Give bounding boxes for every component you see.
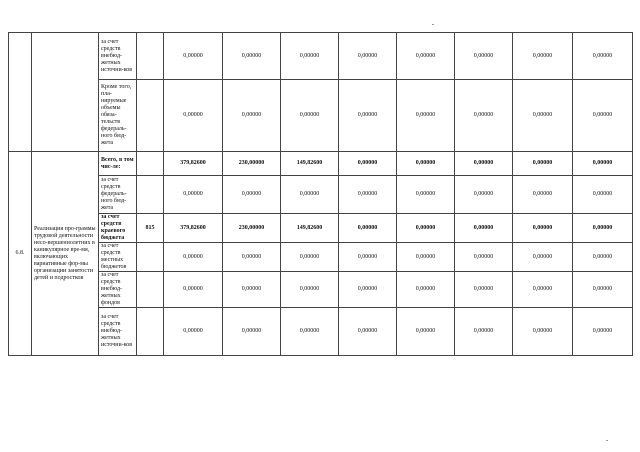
amount-cell: 0,00000: [397, 243, 455, 272]
amount-cell: 0,00000: [455, 272, 513, 308]
amount-cell: 0,00000: [397, 272, 455, 308]
funding-source-cell: за счет средств внебюд-жетных источни-ков: [99, 33, 137, 80]
budget-code-cell: [137, 308, 164, 356]
budget-code-cell: [137, 272, 164, 308]
table-row: [9, 243, 633, 272]
amount-cell: 0,00000: [513, 176, 573, 214]
amount-cell: 0,00000: [281, 33, 339, 80]
scan-speck: [432, 24, 434, 25]
amount-cell: 0,00000: [397, 33, 455, 80]
amount-cell: 0,00000: [573, 308, 633, 356]
budget-code-cell: [137, 80, 164, 152]
amount-cell: 0,00000: [339, 80, 397, 152]
amount-cell: 0,00000: [164, 33, 223, 80]
item-name-cell: [32, 33, 99, 152]
amount-cell: 0,00000: [223, 243, 281, 272]
amount-cell: 0,00000: [513, 33, 573, 80]
budget-code-cell: [137, 176, 164, 214]
amount-cell: 0,00000: [164, 272, 223, 308]
amount-cell: 0,00000: [397, 152, 455, 176]
table-row: [9, 308, 633, 356]
amount-cell: 0,00000: [455, 308, 513, 356]
amount-cell: 379,82600: [164, 214, 223, 243]
amount-cell: 0,00000: [573, 33, 633, 80]
amount-cell: 149,82600: [281, 214, 339, 243]
amount-cell: 0,00000: [513, 272, 573, 308]
amount-cell: 0,00000: [455, 176, 513, 214]
amount-cell: 0,00000: [455, 214, 513, 243]
amount-cell: 0,00000: [164, 80, 223, 152]
amount-cell: 0,00000: [513, 152, 573, 176]
amount-cell: 0,00000: [339, 176, 397, 214]
amount-cell: 0,00000: [223, 272, 281, 308]
amount-cell: 230,00000: [223, 152, 281, 176]
amount-cell: 0,00000: [573, 152, 633, 176]
amount-cell: 0,00000: [339, 33, 397, 80]
funding-source-cell: за счет средств внебюд-жетных источни-ков: [99, 308, 137, 356]
amount-cell: 0,00000: [573, 80, 633, 152]
amount-cell: 0,00000: [455, 152, 513, 176]
funding-source-cell: за счет средств внебюд-жетных фондов: [99, 272, 137, 308]
amount-cell: 0,00000: [455, 243, 513, 272]
amount-cell: 230,00000: [223, 214, 281, 243]
scan-speck: [606, 440, 608, 441]
item-name-cell: Реализация про-граммы трудовой деятельности несо-вершеннолетних в каникулярное вре-мя, включающих вариативные фор-мы организации занятости детей и подростков: [32, 152, 99, 356]
amount-cell: 0,00000: [281, 80, 339, 152]
amount-cell: 0,00000: [573, 272, 633, 308]
budget-code-cell: [137, 243, 164, 272]
amount-cell: 0,00000: [223, 80, 281, 152]
amount-cell: 0,00000: [281, 272, 339, 308]
amount-cell: 0,00000: [281, 176, 339, 214]
amount-cell: 0,00000: [513, 308, 573, 356]
amount-cell: 0,00000: [164, 243, 223, 272]
amount-cell: 0,00000: [339, 152, 397, 176]
amount-cell: 0,00000: [397, 308, 455, 356]
amount-cell: 0,00000: [455, 33, 513, 80]
budget-code-cell: [137, 152, 164, 176]
budget-code-cell: 815: [137, 214, 164, 243]
budget-code-cell: [137, 33, 164, 80]
amount-cell: 0,00000: [223, 33, 281, 80]
amount-cell: 0,00000: [339, 272, 397, 308]
table-row: [9, 80, 633, 152]
amount-cell: 0,00000: [573, 214, 633, 243]
amount-cell: 149,82600: [281, 152, 339, 176]
amount-cell: 0,00000: [455, 80, 513, 152]
amount-cell: 0,00000: [339, 214, 397, 243]
amount-cell: 0,00000: [573, 176, 633, 214]
amount-cell: 0,00000: [223, 308, 281, 356]
funding-source-cell: за счет средств местных бюджетов: [99, 243, 137, 272]
amount-cell: 0,00000: [513, 214, 573, 243]
amount-cell: 379,82600: [164, 152, 223, 176]
amount-cell: 0,00000: [513, 80, 573, 152]
item-number-cell: 6.8.: [9, 152, 32, 356]
funding-source-cell: Кроме того, пла-нируемые объемы обяза-тельств федераль-ного бюд-жета: [99, 80, 137, 152]
amount-cell: 0,00000: [397, 176, 455, 214]
table-row: [9, 33, 633, 80]
amount-cell: 0,00000: [281, 308, 339, 356]
funding-source-cell: за счет средств краевого бюджета: [99, 214, 137, 243]
amount-cell: 0,00000: [339, 243, 397, 272]
table-body: [9, 33, 633, 356]
funding-source-cell: Всего, в том чис-ле:: [99, 152, 137, 176]
amount-cell: 0,00000: [281, 243, 339, 272]
amount-cell: 0,00000: [223, 176, 281, 214]
amount-cell: 0,00000: [339, 308, 397, 356]
funding-source-cell: за счет средств федераль-ного бюд-жета: [99, 176, 137, 214]
table-row: [9, 152, 633, 176]
amount-cell: 0,00000: [164, 176, 223, 214]
amount-cell: 0,00000: [397, 80, 455, 152]
amount-cell: 0,00000: [164, 308, 223, 356]
table-row: [9, 214, 633, 243]
amount-cell: 0,00000: [397, 214, 455, 243]
table-row: [9, 272, 633, 308]
amount-cell: 0,00000: [513, 243, 573, 272]
item-number-cell: [9, 33, 32, 152]
table-row: [9, 176, 633, 214]
budget-table: [8, 32, 633, 356]
amount-cell: 0,00000: [573, 243, 633, 272]
